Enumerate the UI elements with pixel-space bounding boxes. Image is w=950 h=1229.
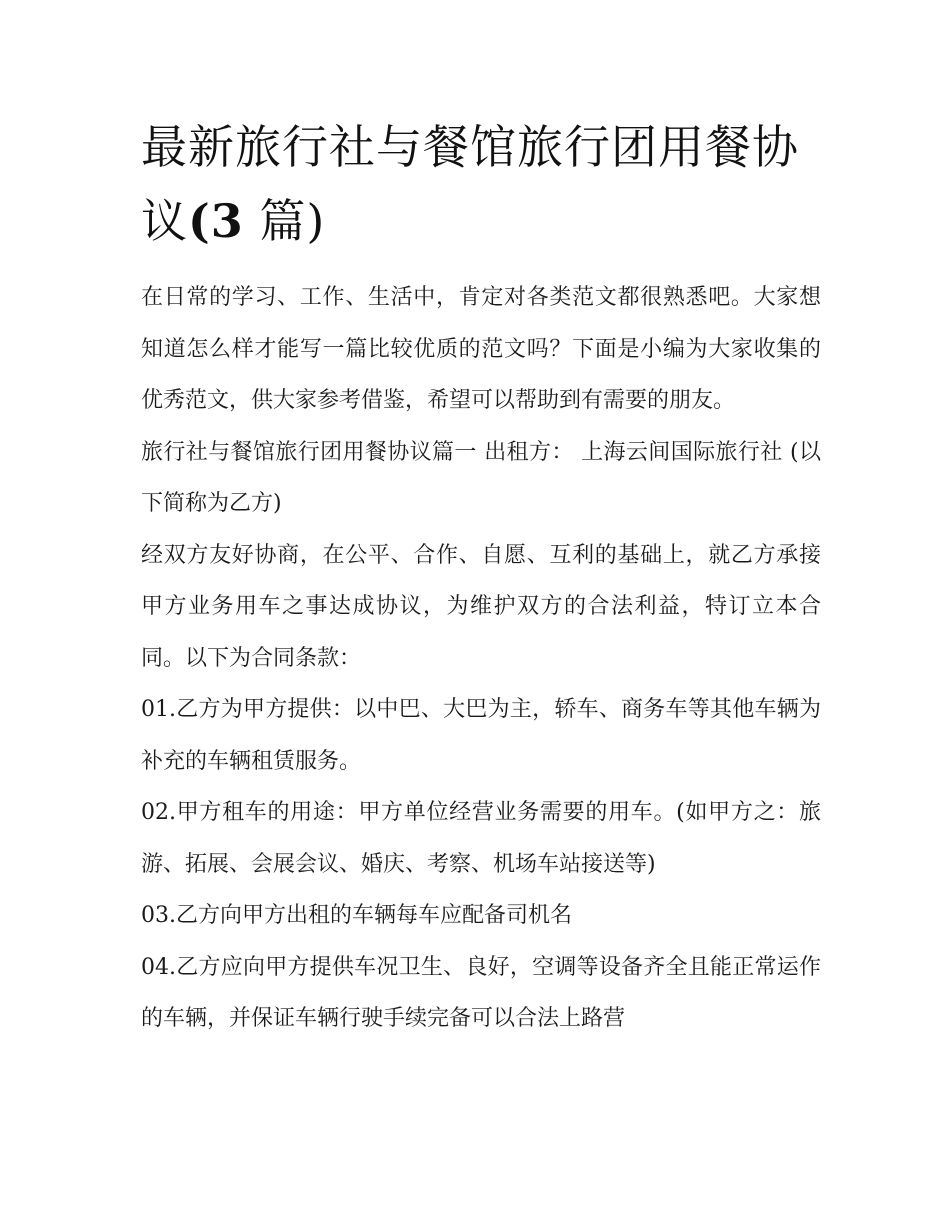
paragraph-clause-04: 04.乙方应向甲方提供车况卫生、良好，空调等设备齐全且能正常运作的车辆，并保证车辆行驶手续完备可以合法上路营	[141, 954, 821, 1031]
paragraph-intro: 在日常的学习、工作、生活中，肯定对各类范文都很熟悉吧。大家想知道怎么样才能写一篇比较优质的范文吗？下面是小编为大家收集的优秀范文，供大家参考借鉴，希望可以帮助到有需要的朋友。	[141, 285, 821, 413]
title-count: (3	[188, 194, 244, 248]
title-suffix: 篇)	[243, 194, 326, 248]
paragraph-agreement: 经双方友好协商，在公平、合作、自愿、互利的基础上，就乙方承接甲方业务用车之事达成协议，为维护双方的合法利益，特订立本合同。以下为合同条款：	[141, 542, 821, 671]
paragraph-clause-02: 02.甲方租车的用途：甲方单位经营业务需要的用车。(如甲方之：旅游、拓展、会展会议、婚庆、考察、机场车站接送等)	[141, 800, 821, 877]
title-text: 最新旅行社与餐馆旅行团用餐协议	[141, 120, 799, 248]
document-title	[141, 110, 821, 258]
document-body	[141, 110, 821, 1045]
paragraph-lessor: 旅行社与餐馆旅行团用餐协议篇一 出租方： 上海云间国际旅行社 (以下简称为乙方)	[141, 439, 821, 516]
paragraph-clause-01: 01.乙方为甲方提供：以中巴、大巴为主，轿车、商务车等其他车辆为补充的车辆租赁服务。	[141, 697, 821, 774]
paragraph-clause-03: 03.乙方向甲方出租的车辆每车应配备司机名	[141, 903, 572, 928]
